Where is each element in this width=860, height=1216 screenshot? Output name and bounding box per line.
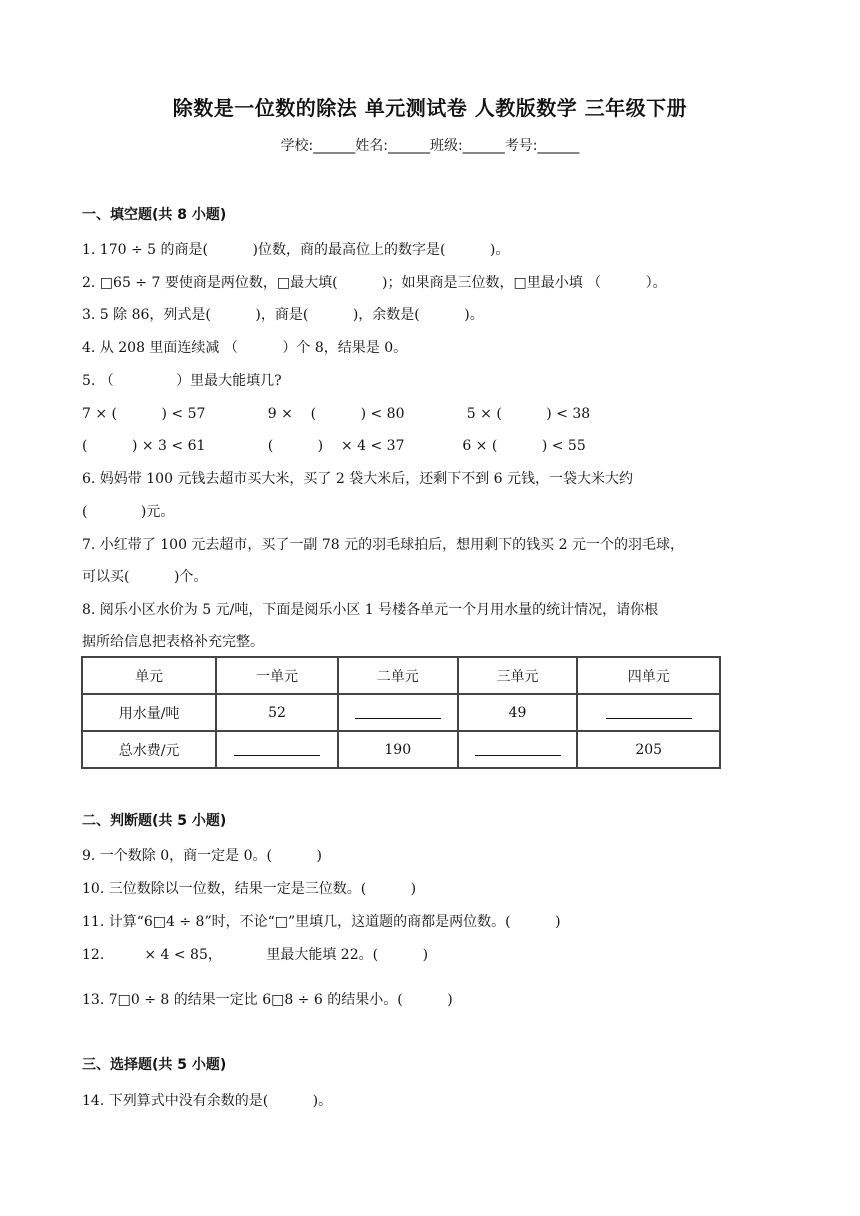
table-cell-blank[interactable] <box>577 694 720 731</box>
table-cell: 52 <box>216 694 338 731</box>
section-heading-true-false: 二、判断题(共 5 小题) <box>82 813 227 829</box>
question-9: 9. 一个数除 0，商一定是 0。( ) <box>82 848 322 864</box>
question-14: 14. 下列算式中没有余数的是( )。 <box>82 1093 333 1109</box>
question-6-line-2: ( )元。 <box>82 504 175 520</box>
table-cell-blank[interactable] <box>458 731 578 768</box>
table-header-cell: 一单元 <box>216 657 338 694</box>
question-7-line-2: 可以买( )个。 <box>82 569 208 585</box>
table-header-cell: 单元 <box>82 657 216 694</box>
table-cell-blank[interactable] <box>216 731 338 768</box>
table-header-cell: 三单元 <box>458 657 578 694</box>
question-4: 4. 从 208 里面连续减 （ ）个 8，结果是 0。 <box>82 340 408 356</box>
question-7-line-1: 7. 小红带了 100 元去超市，买了一副 78 元的羽毛球拍后，想用剩下的钱买 2 元一个的羽毛球， <box>82 537 684 553</box>
answer-blank[interactable] <box>355 706 441 719</box>
table-cell: 190 <box>338 731 458 768</box>
row-label-water-usage: 用水量/吨 <box>82 694 216 731</box>
page-title: 除数是一位数的除法 单元测试卷 人教版数学 三年级下册 <box>172 96 688 120</box>
question-5-row-1: 7 × ( ) < 57 9 × ( ) < 80 5 × ( ) < 38 <box>82 406 591 422</box>
question-5-row-2: ( ) × 3 < 61 ( ) × 4 < 37 6 × ( ) < 55 <box>82 438 586 454</box>
answer-blank[interactable] <box>606 706 692 719</box>
question-2: 2. □65 ÷ 7 要使商是两位数，□最大填( )；如果商是三位数，□里最小填 （ ）。 <box>82 275 667 291</box>
question-6-line-1: 6. 妈妈带 100 元钱去超市买大米，买了 2 袋大米后，还剩下不到 6 元钱，一袋大米大约 <box>82 471 634 487</box>
table-row-total-fee <box>82 731 720 768</box>
table-cell: 49 <box>458 694 578 731</box>
row-label-total-fee: 总水费/元 <box>82 731 216 768</box>
answer-blank[interactable] <box>234 743 320 756</box>
question-1: 1. 170 ÷ 5 的商是( )位数，商的最高位上的数字是( )。 <box>82 242 510 258</box>
question-10: 10. 三位数除以一位数，结果一定是三位数。( ) <box>82 881 417 897</box>
table-header-cell: 二单元 <box>338 657 458 694</box>
table-cell-blank[interactable] <box>338 694 458 731</box>
question-8-line-2: 据所给信息把表格补充完整。 <box>82 634 264 650</box>
question-12: 12. × 4 < 85， 里最大能填 22。( ) <box>82 947 429 963</box>
table-header-cell: 四单元 <box>577 657 720 694</box>
table-cell: 205 <box>577 731 720 768</box>
question-5: 5. （ ）里最大能填几? <box>82 373 282 389</box>
water-usage-table <box>81 656 721 769</box>
question-8-line-1: 8. 阅乐小区水价为 5 元/吨，下面是阅乐小区 1 号楼各单元一个月用水量的统计情况，请你根 <box>82 602 659 618</box>
section-heading-multiple-choice: 三、选择题(共 5 小题) <box>82 1057 227 1073</box>
section-heading-fill-in: 一、填空题(共 8 小题) <box>82 207 227 223</box>
table-row-water-usage <box>82 694 720 731</box>
answer-blank[interactable] <box>475 743 561 756</box>
table-header-row <box>82 657 720 694</box>
question-11: 11. 计算“6□4 ÷ 8”时，不论“□”里填几，这道题的商都是两位数。( ) <box>82 914 561 930</box>
question-13: 13. 7□0 ÷ 8 的结果一定比 6□8 ÷ 6 的结果小。( ) <box>82 992 453 1008</box>
student-info-line: 学校:______姓名:______班级:______考号:______ <box>280 138 580 154</box>
question-3: 3. 5 除 86，列式是( )，商是( )，余数是( )。 <box>82 307 484 323</box>
